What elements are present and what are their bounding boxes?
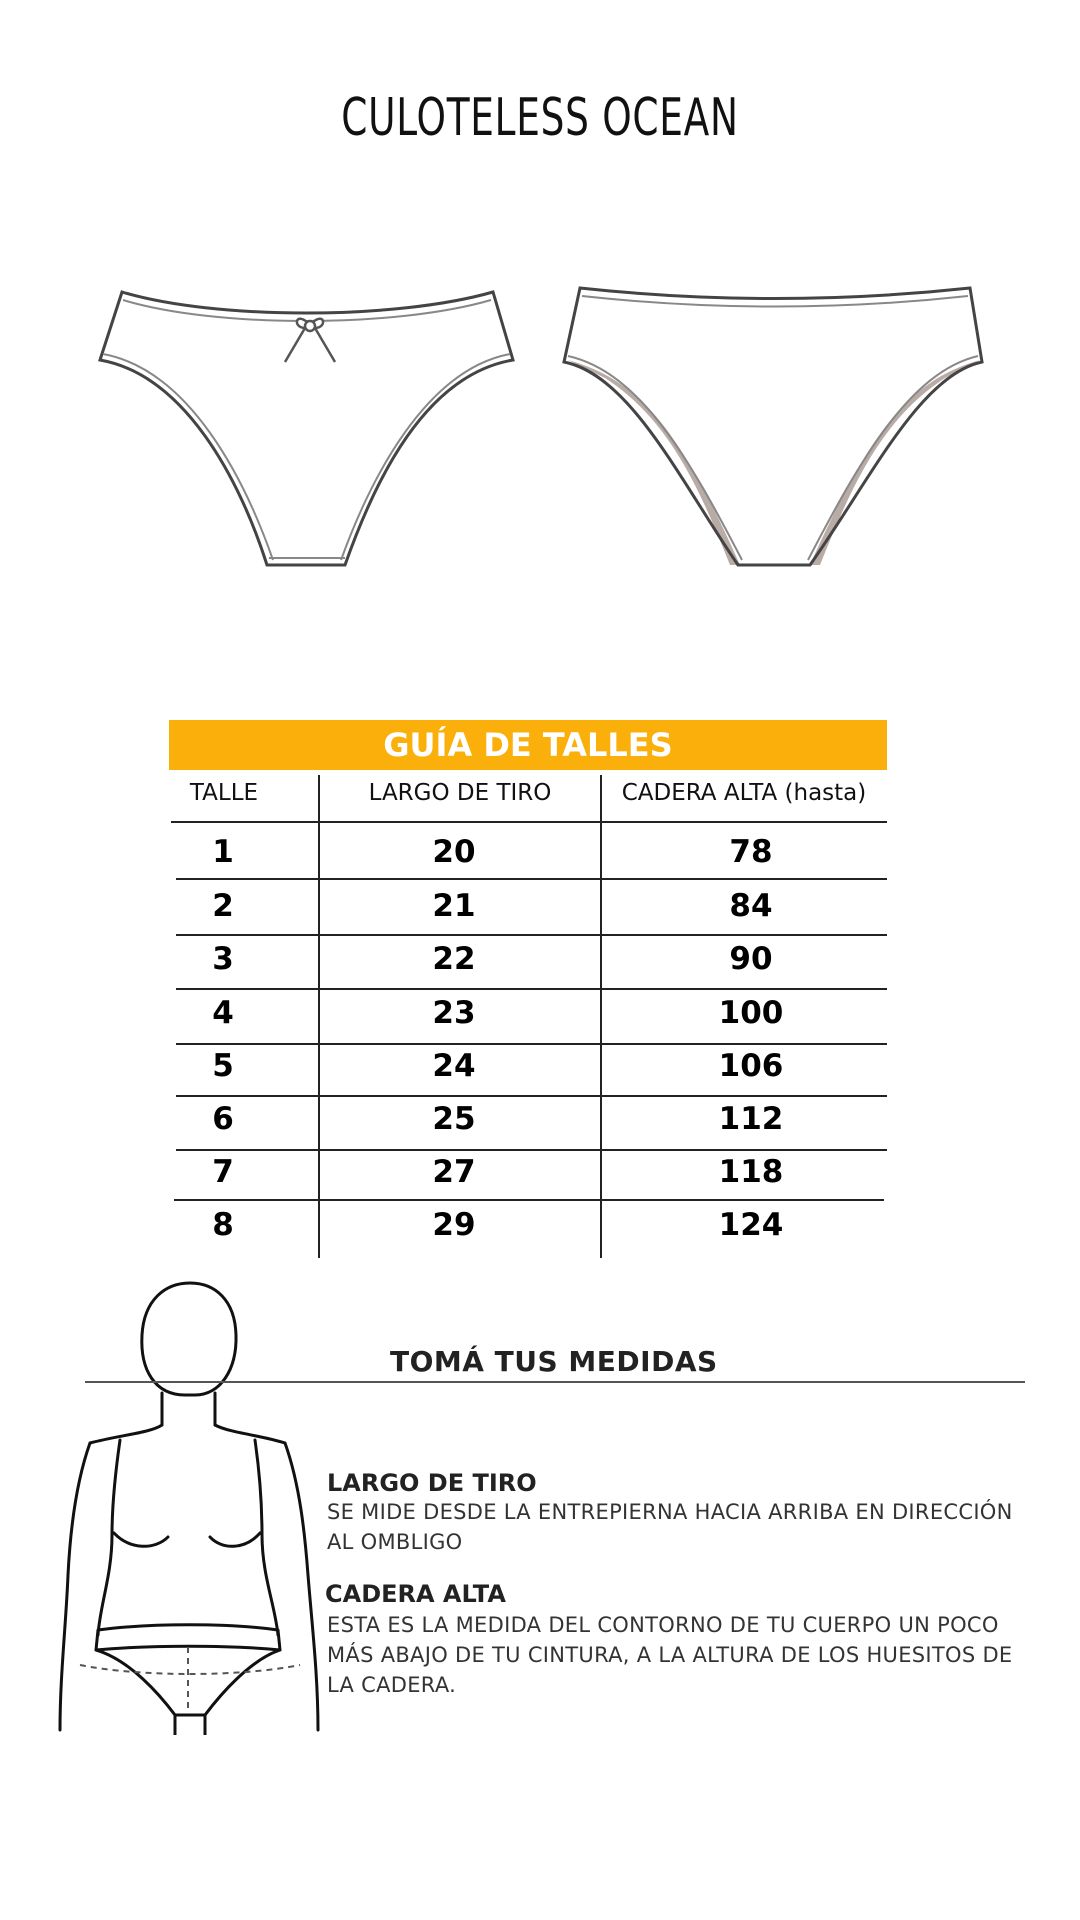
largo-cell: 21 (432, 888, 476, 924)
size-cell: 6 (212, 1101, 234, 1137)
waist-right (262, 1535, 278, 1635)
size-guide-header: GUÍA DE TALLES (169, 720, 887, 770)
cadera-cell: 100 (718, 995, 784, 1031)
cadera-cell: 124 (718, 1207, 784, 1243)
measure-line-hip (80, 1665, 300, 1674)
neck-outline (162, 1393, 215, 1425)
size-cell: 4 (212, 995, 234, 1031)
size-cell: 7 (212, 1154, 234, 1190)
column-header-cadera-alta: CADERA ALTA (hasta) (621, 780, 867, 806)
cadera-cell: 118 (718, 1154, 784, 1190)
measure-divider (85, 1380, 1025, 1384)
largo-cell: 24 (432, 1048, 476, 1084)
size-cell: 2 (212, 888, 234, 924)
largo-de-tiro-description-line1: SE MIDE DESDE LA ENTREPIERNA HACIA ARRIBA EN DIRECCIÓN (327, 1500, 1013, 1524)
cadera-cell: 106 (718, 1048, 784, 1084)
cadera-cell: 78 (729, 834, 773, 870)
torso-left (60, 1443, 90, 1730)
cadera-cell: 84 (729, 888, 773, 924)
size-cell: 5 (212, 1048, 234, 1084)
cadera-alta-heading: CADERA ALTA (325, 1580, 506, 1608)
largo-cell: 27 (432, 1154, 476, 1190)
measure-section-title: TOMÁ TUS MEDIDAS (390, 1345, 718, 1378)
size-cell: 1 (212, 834, 234, 870)
head-outline (142, 1283, 236, 1395)
largo-cell: 20 (432, 834, 476, 870)
size-cell: 3 (212, 941, 234, 977)
largo-cell: 25 (432, 1101, 476, 1137)
cadera-alta-description-line2: MÁS ABAJO DE TU CINTURA, A LA ALTURA DE LOS HUESITOS DE (327, 1643, 1013, 1667)
size-cell: 8 (212, 1207, 234, 1243)
cadera-cell: 112 (718, 1101, 784, 1137)
cadera-cell: 90 (729, 941, 773, 977)
torso-right (285, 1443, 318, 1730)
largo-cell: 23 (432, 995, 476, 1031)
body-figure-illustration (50, 1275, 330, 1735)
largo-cell: 22 (432, 941, 476, 977)
largo-de-tiro-description-line2: AL OMBLIGO (327, 1530, 463, 1554)
bust-left (114, 1533, 168, 1546)
product-title: CULOTELESS OCEAN (341, 88, 739, 148)
cadera-alta-description-line3: LA CADERA. (327, 1673, 457, 1697)
bust-right (210, 1533, 260, 1546)
waist-left (98, 1535, 112, 1635)
column-header-largo-de-tiro: LARGO DE TIRO (368, 780, 552, 806)
cadera-alta-description-line1: ESTA ES LA MEDIDA DEL CONTORNO DE TU CUERPO UN POCO (327, 1613, 999, 1637)
column-header-talle: TALLE (189, 780, 259, 806)
largo-de-tiro-heading: LARGO DE TIRO (327, 1469, 537, 1497)
largo-cell: 29 (432, 1207, 476, 1243)
underwear-waist (96, 1625, 280, 1650)
